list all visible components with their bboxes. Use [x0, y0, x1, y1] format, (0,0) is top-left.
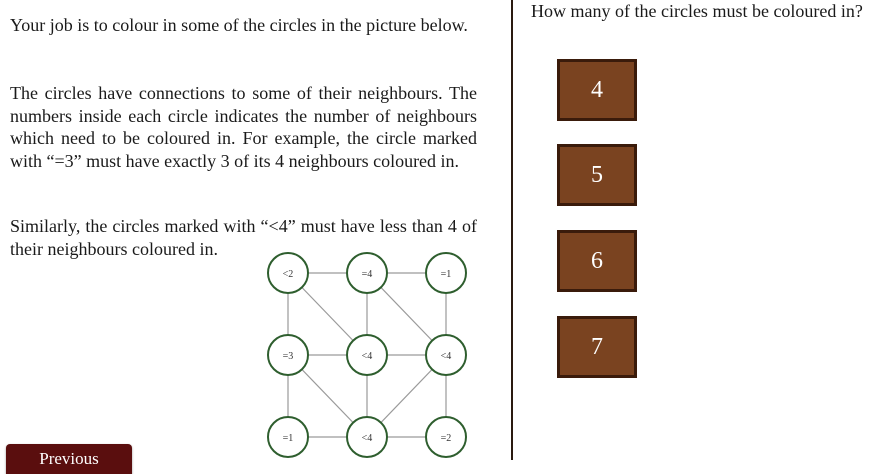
graph-circle[interactable] [268, 335, 308, 375]
graph-circle[interactable] [268, 253, 308, 293]
graph-circle[interactable] [347, 253, 387, 293]
graph-circle[interactable] [268, 417, 308, 457]
graph-circle-label: <2 [282, 269, 294, 280]
answer-option-4[interactable]: 7 [557, 316, 637, 378]
graph-circle[interactable] [426, 335, 466, 375]
graph-circle-label: =3 [282, 351, 294, 362]
graph-circle-label: =1 [282, 433, 294, 444]
graph-circle[interactable] [347, 335, 387, 375]
circle-graph [262, 248, 472, 460]
previous-button[interactable]: Previous [6, 444, 132, 474]
answer-option-3[interactable]: 6 [557, 230, 637, 292]
graph-circle-label: <4 [361, 351, 373, 362]
answer-option-2[interactable]: 5 [557, 144, 637, 206]
graph-circle[interactable] [426, 417, 466, 457]
instruction-rules: The circles have connections to some of their neighbours. The numbers inside each circle indicates the number of neighbours which need to be coloured in. For example, the circle marked with “=3” must have exactly 3 of its 4 neighbours coloured in. [10, 83, 477, 171]
question-text: How many of the circles must be coloured in? [531, 1, 863, 21]
answer-option-1[interactable]: 4 [557, 59, 637, 121]
graph-circle-label: =2 [440, 433, 452, 444]
graph-circle-label: =4 [361, 269, 373, 280]
graph-circle-label: <4 [361, 433, 373, 444]
graph-circle[interactable] [347, 417, 387, 457]
instruction-less-than: Similarly, the circles marked with “<4” must have less than 4 of their neighbours coloured in. [10, 216, 477, 259]
instruction-intro: Your job is to colour in some of the circles in the picture below. [10, 15, 468, 35]
graph-circle-label: =1 [440, 269, 452, 280]
graph-circle-label: <4 [440, 351, 452, 362]
question-pane [513, 0, 891, 460]
graph-circle[interactable] [426, 253, 466, 293]
